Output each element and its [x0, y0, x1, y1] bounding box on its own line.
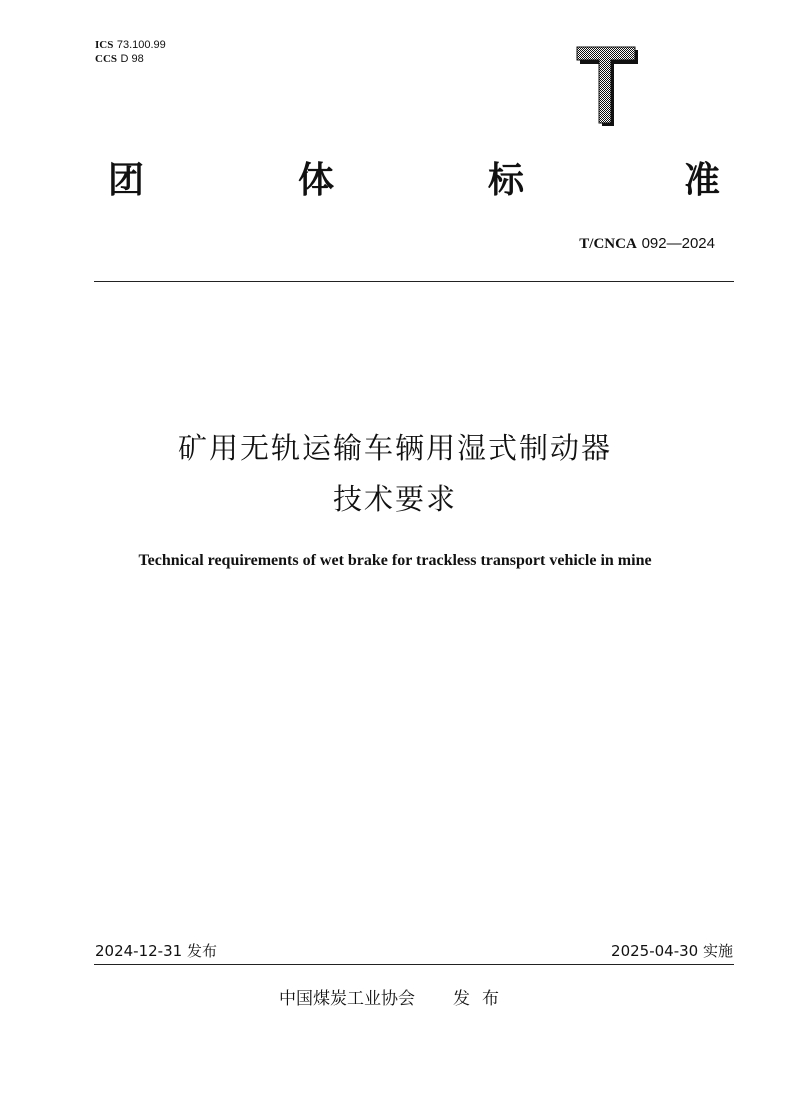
implementation-date: 2025-04-30 实施: [611, 942, 733, 960]
standard-number: [579, 234, 715, 253]
publish-action: 发布: [453, 989, 511, 1009]
heading-char-2: 体: [298, 160, 335, 201]
title-cn-line1: 矿用无轨运输车辆用湿式制动器: [177, 431, 612, 465]
issue-date: 2024-12-31 发布: [95, 942, 217, 960]
ccs-value: D 98: [120, 53, 144, 65]
classification-codes: [95, 38, 166, 66]
ics-label: ICS: [95, 39, 114, 51]
standard-number-prefix: T/CNCA: [579, 236, 637, 252]
publisher-line: [0, 989, 790, 1009]
heading-char-3: 标: [488, 160, 525, 201]
standard-type-t-logo: [576, 46, 638, 126]
ics-code: [95, 38, 166, 52]
title-en: Technical requirements of wet brake for trackless transport vehicle in mine: [138, 552, 652, 569]
title-cn-line2: 技术要求: [332, 482, 457, 516]
top-divider: [94, 281, 734, 282]
publisher-name: 中国煤炭工业协会: [279, 989, 415, 1009]
heading-char-4: 准: [684, 160, 721, 201]
ccs-label: CCS: [95, 53, 118, 65]
ics-value: 73.100.99: [116, 39, 166, 51]
standard-number-value: 092—2024: [641, 235, 715, 252]
document-type-heading: [108, 158, 722, 204]
ccs-code: [95, 52, 166, 66]
heading-char-1: 团: [108, 160, 145, 201]
bottom-divider: [94, 964, 734, 965]
